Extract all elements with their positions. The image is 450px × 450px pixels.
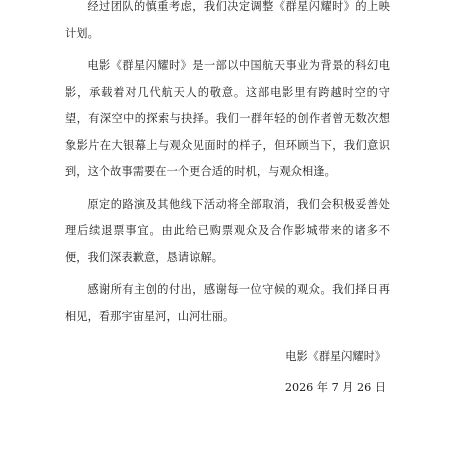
notice-paragraph-1: 经过团队的慎重考虑，我们决定调整《群星闪耀时》的上映计划。 <box>65 0 390 40</box>
signature-film-name: 电影《群星闪耀时》 <box>285 350 386 363</box>
notice-paragraph-2: 电影《群星闪耀时》是一部以中国航天事业为背景的科幻电影，承载着对几代航天人的敬意。这部电影里有跨越时空的守望，有深空中的探索与抉择。我们一群年轻的创作者曾无数次想象影片在大银幕上与观众见面时的样子，但环顾当下，我们意识到，这个故事需要在一个更合适的时机，与观众相逢。 <box>65 59 390 178</box>
notice-paragraph-4: 感谢所有主创的付出，感谢每一位守候的观众。我们择日再相见，看那宇宙星河，山河壮丽。 <box>65 283 390 323</box>
notice-paragraph-3: 原定的路演及其他线下活动将全部取消，我们会积极妥善处理后续退票事宜。由此给已购票观众及合作影城带来的诸多不便，我们深表歉意，恳请谅解。 <box>65 197 390 264</box>
signature-date: 2026 年 7 月 26 日 <box>284 381 386 394</box>
